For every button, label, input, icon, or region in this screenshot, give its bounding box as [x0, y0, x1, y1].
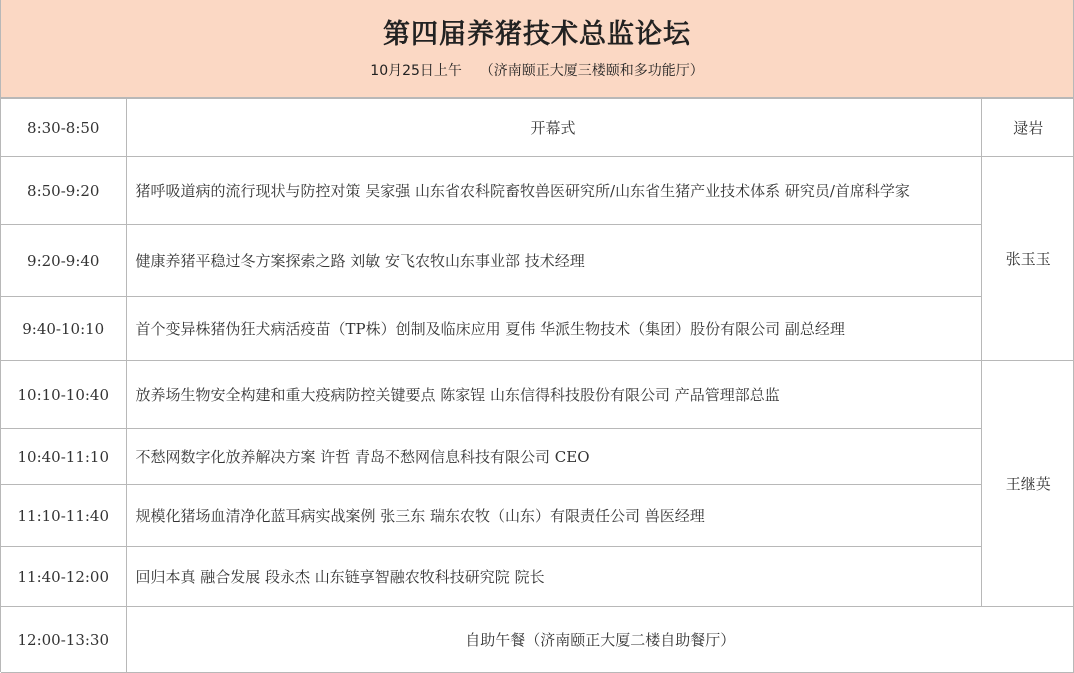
- table-row: [1, 485, 1074, 547]
- table-row: [1, 361, 1074, 429]
- time-slot: 11:40-12:00: [1, 547, 126, 607]
- session-date-venue: 10月25日上午 （济南颐正大厦三楼颐和多功能厅）: [370, 63, 704, 79]
- agenda-topic: 猪呼吸道病的流行现状与防控对策 吴家强 山东省农科院畜牧兽医研究所/山东省生猪产业技术体系 研究员/首席科学家: [126, 157, 981, 225]
- time-slot: 12:00-13:30: [1, 607, 126, 673]
- time-slot: 10:10-10:40: [1, 361, 126, 429]
- time-slot: 10:40-11:10: [1, 429, 126, 485]
- page-title: 第四届养猪技术总监论坛: [383, 19, 691, 50]
- table-row: [1, 99, 1074, 157]
- agenda-header: [1, 0, 1073, 98]
- agenda-topic: 自助午餐（济南颐正大厦二楼自助餐厅）: [126, 607, 1074, 673]
- agenda-topic: 开幕式: [126, 99, 981, 157]
- agenda-topic: 回归本真 融合发展 段永杰 山东链享智融农牧科技研究院 院长: [126, 547, 981, 607]
- time-slot: 8:30-8:50: [1, 99, 126, 157]
- table-row: [1, 429, 1074, 485]
- table-row: [1, 607, 1074, 673]
- agenda-topic: 首个变异株猪伪狂犬病活疫苗（TP株）创制及临床应用 夏伟 华派生物技术（集团）股份有限公司 副总经理: [126, 297, 981, 361]
- time-slot: 9:40-10:10: [1, 297, 126, 361]
- table-row: [1, 547, 1074, 607]
- host-cell: 张玉玉: [981, 157, 1074, 361]
- table-row: [1, 297, 1074, 361]
- agenda-table: [1, 98, 1074, 673]
- agenda-topic: 放养场生物安全构建和重大疫病防控关键要点 陈家锃 山东信得科技股份有限公司 产品管理部总监: [126, 361, 981, 429]
- time-slot: 11:10-11:40: [1, 485, 126, 547]
- agenda-topic: 规模化猪场血清净化蓝耳病实战案例 张三东 瑞东农牧（山东）有限责任公司 兽医经理: [126, 485, 981, 547]
- agenda-topic: 不愁网数字化放养解决方案 许哲 青岛不愁网信息科技有限公司 CEO: [126, 429, 981, 485]
- table-row: [1, 225, 1074, 297]
- host-cell: 王继英: [981, 361, 1074, 607]
- host-cell: 逯岩: [981, 99, 1074, 157]
- time-slot: 8:50-9:20: [1, 157, 126, 225]
- agenda-topic: 健康养猪平稳过冬方案探索之路 刘敏 安飞农牧山东事业部 技术经理: [126, 225, 981, 297]
- time-slot: 9:20-9:40: [1, 225, 126, 297]
- table-row: [1, 157, 1074, 225]
